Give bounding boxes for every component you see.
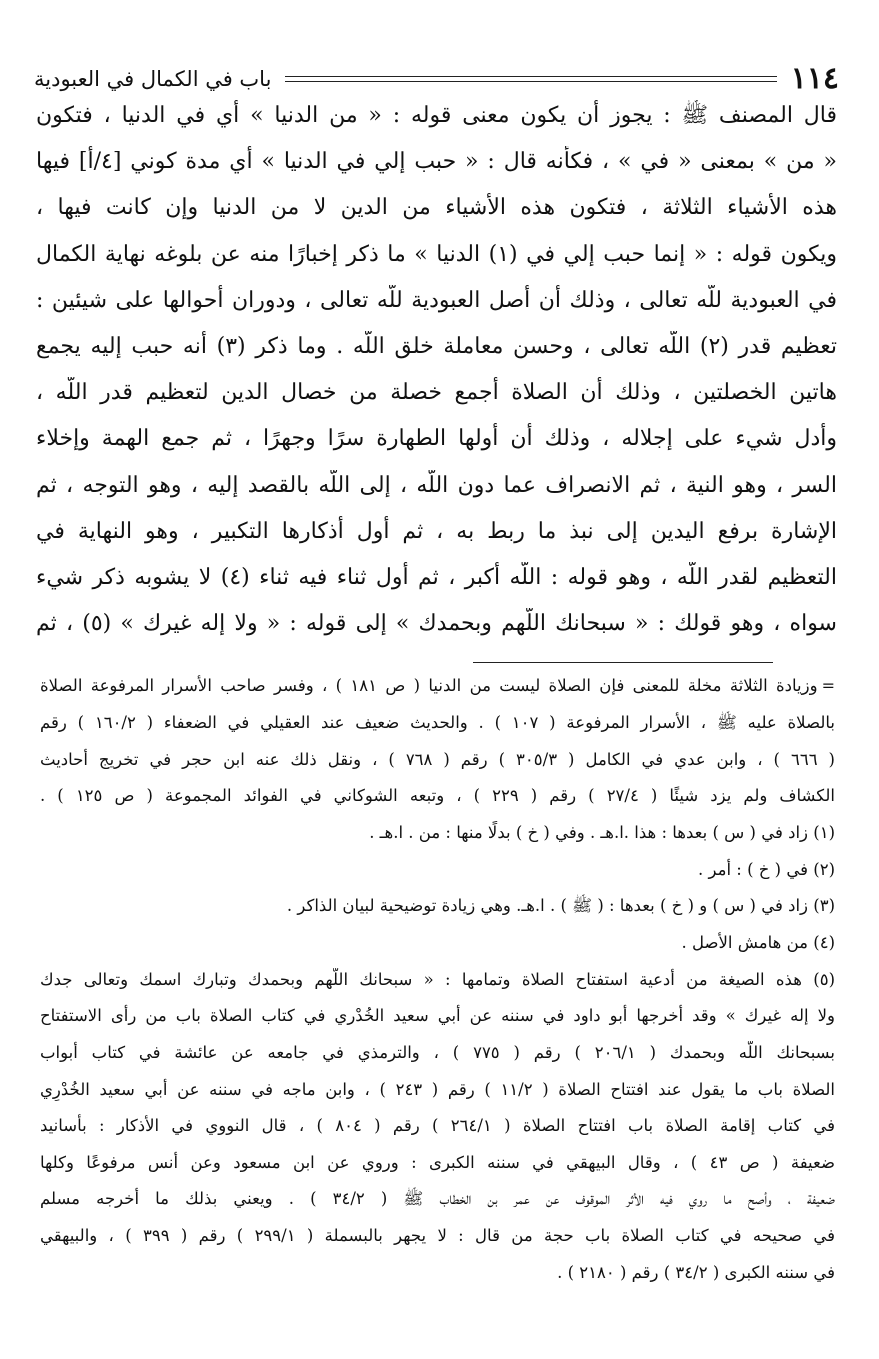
main-text-line: تعظيم قدر (٢) اللّه تعالى ، وحسن معاملة خلق اللّه . وما ذكر (٣) أنه حبب إليه يجمع <box>36 333 837 359</box>
footnote-line: الصلاة باب ما يقول عند افتتاح الصلاة ( ١١/٢ ) رقم ( ٢٤٣ ) ، وابن ماجه في سننه عن أبي سعيد الخُدْرِي <box>40 1079 835 1099</box>
main-text-line: هذه الأشياء الثلاثة ، فتكون هذه الأشياء من الدين لا من الدنيا وإن كانت فيها ، <box>36 195 837 221</box>
main-text-line: التعظيم لقدر اللّه ، وهو قوله : اللّه أكبر ، ثم أول ثناء فيه ثناء (٤) لا يشوبه ذكر شيء <box>36 564 837 590</box>
main-text-line: « من » بمعنى « في » ، فكأنه قال : « حبب إلي في الدنيا » أي مدة كوني [٤/أ] فيها <box>36 149 837 175</box>
footnote-3: (٣) زاد في ( س ) و ( خ ) بعدها : ( ﷺ ) . ا.هـ. وهي زيادة توضيحية لبيان الذاكر . <box>286 896 835 916</box>
footnote-1: (١) زاد في ( س ) بعدها : هذا .ا.هـ . وفي ( خ ) بدلًا منها : من . ا.هـ . <box>369 822 835 842</box>
footnote-line-text: وزيادة الثلاثة مخلة للمعنى فإن الصلاة ليست من الدنيا ( ص ١٨١ ) ، وفسر صاحب الأسرار المرفوعة الصلاة <box>40 676 818 695</box>
footnote-4: (٤) من هامش الأصل . <box>681 932 835 952</box>
page-header <box>34 62 839 96</box>
footnote-line: الكشاف ولم يزد شيئًا ( ٢٧/٤ ) رقم ( ٢٢٩ ) ، وتبعه الشوكاني في الفوائد المجموعة ( ص ١٢٥ ) . <box>40 786 835 806</box>
footnote-2: (٢) في ( خ ) : أمر . <box>698 859 835 879</box>
header-rule <box>285 76 776 82</box>
page-number: ١١٤ <box>790 61 839 96</box>
main-text-line: سواه ، وهو قولك : « سبحانك اللّهم وبحمدك » إلى قوله : « ولا إله غيرك » (٥) ، ثم <box>36 611 837 637</box>
main-text-line: في العبودية للّه تعالى ، وذلك أن أصل العبودية للّه تعالى ، ودوران أحوالها على شيئين : <box>36 287 837 313</box>
footnote-line: ضعيفة ، وأصح ما روي فيه الأثر الموقوف عن عمر بن الخطاب ﷺ ( ٣٤/٢ ) . ويعني بذلك ما أخرجه مسلم <box>40 1189 835 1209</box>
footnotes <box>40 674 835 1284</box>
footnote-line: بالصلاة عليه ﷺ ، الأسرار المرفوعة ( ١٠٧ ) . والحديث ضعيف عند العقيلي في الضعفاء ( ١٦٠/٢ ) رقم <box>40 712 835 732</box>
footnote-line: في كتاب إقامة الصلاة باب افتتاح الصلاة ( ٢٦٤/١ ) رقم ( ٨٠٤ ) ، قال النووي في الأذكار : بأسانيد <box>40 1116 835 1136</box>
main-text <box>36 100 837 640</box>
footnote-line: في صحيحه في كتاب الصلاة باب حجة من قال : لا يجهر بالبسملة ( ٢٩٩/١ ) رقم ( ٣٩٩ ) ، والبيهقي <box>40 1226 835 1246</box>
main-text-line: هاتين الخصلتين ، وذلك أن الصلاة أجمع خصلة من خصال الدين لتعظيم قدر اللّه ، <box>36 380 837 406</box>
main-text-line: الإشارة برفع اليدين إلى نبذ ما ربط به ، ثم أول أذكارها التكبير ، وهو النهاية في <box>36 518 837 544</box>
main-text-line: قال المصنف ﷺ : يجوز أن يكون معنى قوله : « من الدنيا » أي في الدنيا ، فتكون <box>36 103 837 128</box>
footnote-line <box>40 674 835 697</box>
main-text-line: السر ، وهو النية ، ثم الانصراف عما دون اللّه ، إلى اللّه بالقصد إليه ، وهو التوجه ، ثم <box>36 472 837 498</box>
footnote-line: ضعيفة ( ص ٤٣ ) ، وقال البيهقي في سننه الكبرى : وروي عن ابن مسعود وعن أنس مرفوعًا وكلها <box>40 1152 835 1172</box>
footnote-separator <box>473 662 773 663</box>
footnote-line: ( ٦٦٦ ) ، وابن عدي في الكامل ( ٣٠٥/٣ ) رقم ( ٧٦٨ ) ، ونقل ذلك عنه ابن حجر في تخريج أحاديث <box>40 749 835 769</box>
footnote-5: (٥) هذه الصيغة من أدعية استفتاح الصلاة وتمامها : « سبحانك اللّهم وبحمدك وتبارك اسمك وتعالى جدك <box>40 969 835 989</box>
main-text-line: ويكون قوله : « إنما حبب إلي في (١) الدنيا » ما ذكر إخبارًا منه عن بلوغه نهاية الكمال <box>36 241 837 267</box>
footnote-line: بسبحانك اللّه وبحمدك ( ٢٠٦/١ ) رقم ( ٧٧٥ ) ، والترمذي في جامعه عن عائشة في كتاب أبواب <box>40 1042 835 1062</box>
running-title: باب في الكمال في العبودية <box>34 66 272 91</box>
footnote-line: ولا إله غيرك » وقد أخرجها أبو داود في سننه عن أبي سعيد الخُدْري في كتاب الصلاة باب من رأى الاستفتاح <box>40 1006 835 1026</box>
main-text-line: وأدل شيء على إجلاله ، وذلك أن أولها الطهارة سرًا وجهرًا ، ثم جمع الهمة وإخلاء <box>36 426 837 452</box>
footnote-line: في سننه الكبرى ( ٣٤/٢ ) رقم ( ٢١٨٠ ) . <box>557 1262 835 1282</box>
continuation-mark: = <box>821 676 835 695</box>
